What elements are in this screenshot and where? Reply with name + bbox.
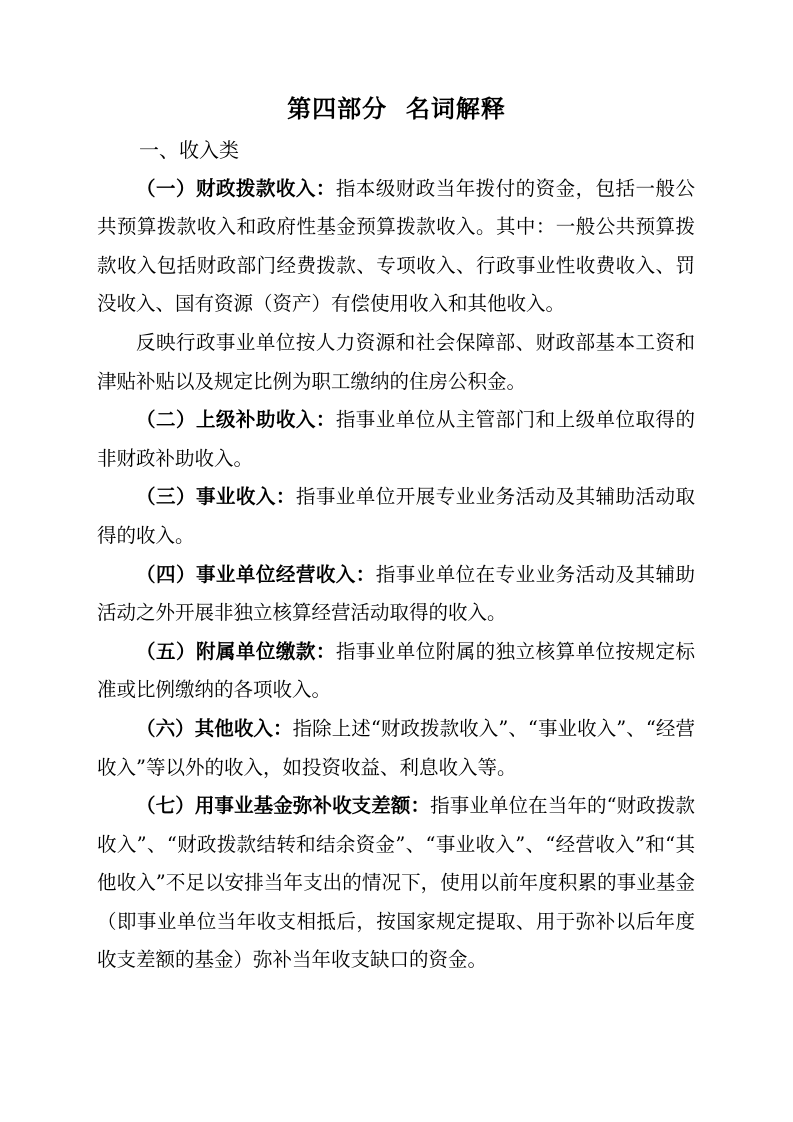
paragraph-text: 反映行政事业单位按人力资源和社会保障部、财政部基本工资和津贴补贴以及规定比例为职工缴纳的住房公积金。 [97, 330, 695, 393]
term-definition: 指事业单位在专业业务活动及其辅助活动之外开展非独立核算经营活动取得的收入。 [97, 562, 695, 625]
section-heading: 一、收入类 [139, 138, 239, 162]
paragraph-housing-fund-note [97, 324, 695, 401]
term-label: （一）财政拨款收入： [136, 176, 336, 200]
page-title: 第四部分 名词解释 [287, 95, 506, 123]
term-definition: 指除上述“财政拨款收入”、“事业收入”、“经营收入”等以外的收入，如投资收益、利息收入等。 [97, 716, 695, 779]
term-definition: 指事业单位附属的独立核算单位按规定标准或比例缴纳的各项收入。 [97, 639, 695, 702]
term-label: （三）事业收入： [136, 485, 296, 509]
document-body [97, 131, 695, 980]
paragraph-fiscal-appropriation-income [97, 170, 695, 324]
term-label: （七）用事业基金弥补收支差额： [136, 794, 431, 818]
paragraph-business-fund-offset [97, 787, 695, 980]
term-definition: 指事业单位开展专业业务活动及其辅助活动取得的收入。 [97, 485, 695, 547]
term-label: （五）附属单位缴款： [136, 639, 336, 663]
paragraph-operating-income [97, 556, 695, 633]
paragraph-affiliated-unit-payment [97, 633, 695, 710]
term-definition: 指事业单位在当年的“财政拨款收入”、“财政拨款结转和结余资金”、“事业收入”、“经营收入”和“其他收入”不足以安排当年支出的情况下，使用以前年度积累的事业基金（即事业单位当年收支相抵后，按国家规定提取、用于弥补以后年度收支差额的基金）弥补当年收支缺口的资金。 [97, 794, 695, 972]
term-definition: 指本级财政当年拨付的资金，包括一般公共预算拨款收入和政府性基金预算拨款收入。其中：一般公共预算拨款收入包括财政部门经费拨款、专项收入、行政事业性收费收入、罚没收入、国有资源（资产）有偿使用收入和其他收入。 [97, 176, 695, 316]
term-label: （四）事业单位经营收入： [136, 562, 376, 586]
term-label: （二）上级补助收入： [136, 408, 336, 432]
paragraph-business-income [97, 478, 695, 555]
term-label: （六）其他收入： [136, 716, 293, 740]
paragraph-superior-subsidy-income [97, 401, 695, 478]
term-definition: 指事业单位从主管部门和上级单位取得的非财政补助收入。 [97, 408, 695, 470]
paragraph-other-income [97, 710, 695, 787]
